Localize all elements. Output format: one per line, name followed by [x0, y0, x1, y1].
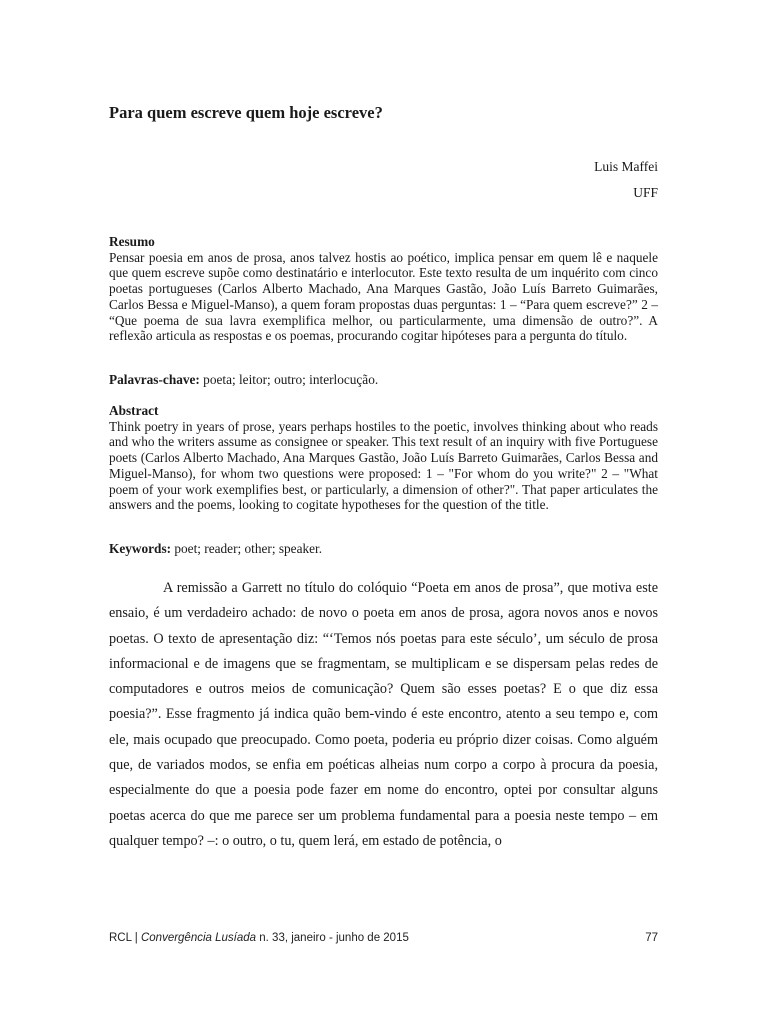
footer-prefix: RCL |: [109, 932, 141, 944]
resumo-heading: Resumo: [109, 234, 155, 249]
keywords-section: [109, 541, 658, 557]
palavras-chave-text: poeta; leitor; outro; interlocução.: [203, 372, 379, 387]
palavras-chave-section: [109, 372, 658, 388]
abstract-text: Think poetry in years of prose, years perhaps hostiles to the poetic, involves thinking about who reads and who the writers assume as consignee or speaker. This text result of an inquiry with five Portuguese poets (Carlos Alberto Machado, Ana Marques Gastão, João Luís Barreto Guimarães, Carlos Bessa and Miguel-Manso), for whom two questions were proposed: 1 – "For whom do you write?" 2 – "What poem of your work exemplifies best, or particularly, a dimension of other?". That paper articulates the answers and the poems, looking to cogitate hypotheses for the question of the title.: [109, 418, 658, 513]
page-footer: [109, 932, 658, 944]
article-title: Para quem escreve quem hoje escreve?: [109, 103, 383, 122]
resumo-text: Pensar poesia em anos de prosa, anos talvez hostis ao poético, implica pensar em quem lê e naquele que quem escreve supõe como destinatário e interlocutor. Este texto resulta de um inquérito com cinco poetas portugueses (Carlos Alberto Machado, Ana Marques Gastão, João Luís Barreto Guimarães, Carlos Bessa e Miguel-Manso), a quem foram propostas duas perguntas: 1 – “Para quem escreve?” 2 – “Que poema de sua lavra exemplifica melhor, ou particularmente, uma dimensão de outro?”. A reflexão articula as respostas e os poemas, procurando cogitar hipóteses para a pergunta do título.: [109, 249, 658, 344]
footer-issue: n. 33, janeiro - junho de 2015: [256, 932, 409, 944]
resumo-section: [109, 234, 658, 344]
palavras-chave-label: Palavras-chave:: [109, 372, 200, 387]
body-paragraph: A remissão a Garrett no título do colóquio “Poeta em anos de prosa”, que motiva este ensaio, é um verdadeiro achado: de novo o poeta em anos de prosa, agora novos anos e novos poetas. O texto de apresentação diz: “‘Temos nós poetas para este século’, um século de prosa informacional e de imagens que se fragmentam, se multiplicam e se dispersam pelas redes de computadores e outros meios de comunicação? Quem são esses poetas? E o que diz essa poesia?”. Esse fragmento já indica quão bem-vindo é este encontro, atento a seu tempo e, com ele, mais ocupado que preocupado. Como poeta, poderia eu próprio dizer coisas. Como alguém que, de variados modos, se enfia em poéticas alheias num corpo a corpo à procura da poesia, especialmente do que a poesia pode fazer em nome do encontro, optei por consultar alguns poetas acerca do que me parece ser um problema fundamental para a poesia neste tempo – em qualquer tempo? –: o outro, o tu, quem lerá, em estado de potência, o: [109, 580, 658, 849]
author-name: Luis Maffei: [594, 159, 658, 174]
abstract-heading: Abstract: [109, 403, 159, 418]
abstract-section: [109, 403, 658, 513]
page-number: 77: [645, 932, 658, 944]
keywords-label: Keywords:: [109, 541, 172, 556]
keywords-text: poet; reader; other; speaker.: [174, 541, 323, 556]
author-institution: UFF: [633, 185, 658, 200]
footer-journal: Convergência Lusíada: [140, 932, 257, 944]
